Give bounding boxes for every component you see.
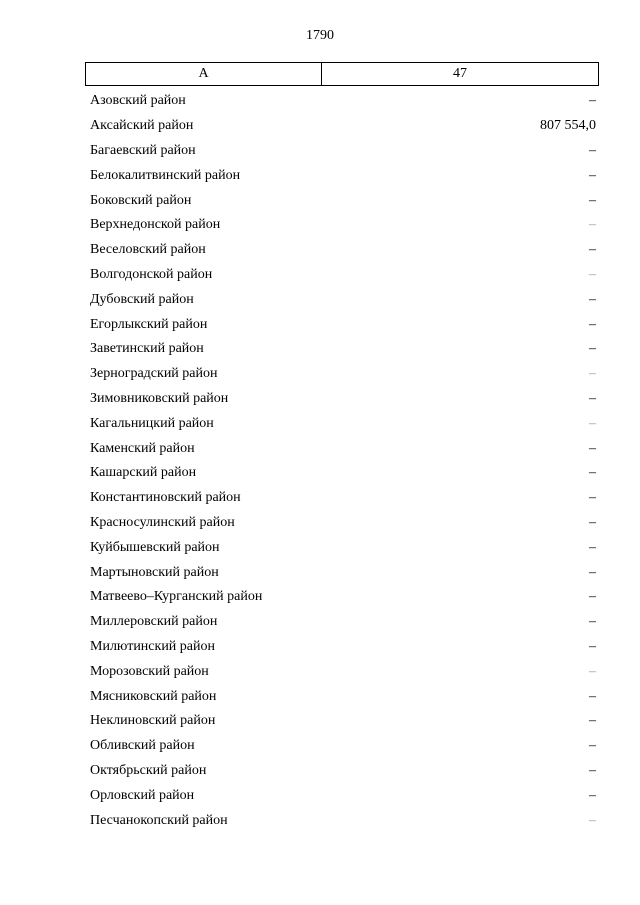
district-name: Куйбышевский район: [90, 539, 220, 555]
district-name: Кашарский район: [90, 465, 197, 481]
table-header: [85, 62, 599, 86]
district-name: Мясниковский район: [90, 688, 217, 704]
page-number: 1790: [306, 28, 334, 43]
table-row: [90, 89, 596, 114]
table-row: [90, 511, 596, 536]
district-name: Заветинский район: [90, 341, 204, 357]
district-value: –: [589, 192, 596, 208]
district-name: Верхнедонской район: [90, 217, 221, 233]
district-value: –: [589, 589, 596, 605]
district-name: Кагальницкий район: [90, 415, 214, 431]
district-name: Милютинский район: [90, 638, 216, 654]
district-name: Зерноградский район: [90, 366, 218, 382]
table-row: [90, 436, 596, 461]
district-name: Октябрьский район: [90, 762, 207, 778]
table-row: [90, 535, 596, 560]
table-row: [90, 759, 596, 784]
district-value: –: [589, 564, 596, 580]
table-row: [90, 213, 596, 238]
column-header-a: А: [86, 63, 322, 85]
table-row: [90, 635, 596, 660]
table-row: [90, 659, 596, 684]
table-row: [90, 684, 596, 709]
table-row: [90, 387, 596, 412]
district-value: –: [589, 663, 596, 679]
column-header-47: 47: [453, 66, 467, 81]
district-value: –: [589, 291, 596, 307]
district-name: Красносулинский район: [90, 514, 235, 530]
district-name: Белокалитвинский район: [90, 167, 241, 183]
district-value: –: [589, 341, 596, 357]
table-body: [90, 89, 596, 833]
district-name: Багаевский район: [90, 142, 196, 158]
table-row: [90, 287, 596, 312]
district-value: –: [589, 514, 596, 530]
table-row: [90, 411, 596, 436]
district-name: Зимовниковский район: [90, 390, 229, 406]
district-value: –: [589, 167, 596, 183]
district-value: –: [589, 217, 596, 233]
table-row: [90, 337, 596, 362]
district-name: Матвеево–Курганский район: [90, 589, 263, 605]
district-name: Орловский район: [90, 787, 195, 803]
table-row: [90, 709, 596, 734]
district-name: Обливский район: [90, 738, 195, 754]
table-row: [90, 312, 596, 337]
table-row: [90, 188, 596, 213]
table-row: [90, 114, 596, 139]
table-row: [90, 808, 596, 833]
table-row: [90, 585, 596, 610]
district-name: Каменский район: [90, 440, 195, 456]
table-row: [90, 163, 596, 188]
district-value: –: [589, 415, 596, 431]
district-value: –: [589, 638, 596, 654]
district-value: –: [589, 614, 596, 630]
district-value: –: [589, 93, 596, 109]
district-value: –: [589, 812, 596, 828]
district-value: –: [589, 366, 596, 382]
district-value: –: [589, 465, 596, 481]
district-value: –: [589, 787, 596, 803]
district-name: Миллеровский район: [90, 614, 218, 630]
district-name: Мартыновский район: [90, 564, 219, 580]
district-value: –: [589, 762, 596, 778]
district-value: –: [589, 142, 596, 158]
table-row: [90, 734, 596, 759]
district-name: Песчанокопский район: [90, 812, 228, 828]
table-row: [90, 362, 596, 387]
district-value: –: [589, 713, 596, 729]
district-value: –: [589, 539, 596, 555]
district-value: –: [589, 266, 596, 282]
district-name: Боковский район: [90, 192, 192, 208]
table-row: [90, 263, 596, 288]
district-name: Аксайский район: [90, 118, 194, 134]
table-row: [90, 461, 596, 486]
table-row: [90, 783, 596, 808]
district-name: Морозовский район: [90, 663, 209, 679]
district-value: –: [589, 738, 596, 754]
district-value: –: [589, 688, 596, 704]
district-name: Неклиновский район: [90, 713, 216, 729]
district-value: –: [589, 390, 596, 406]
table-row: [90, 139, 596, 164]
district-value: 807 554,0: [540, 118, 596, 134]
table-row: [90, 560, 596, 585]
district-value: –: [589, 490, 596, 506]
table-row: [90, 486, 596, 511]
district-name: Веселовский район: [90, 242, 206, 258]
table-row: [90, 238, 596, 263]
district-value: –: [589, 440, 596, 456]
district-name: Константиновский район: [90, 490, 241, 506]
district-name: Дубовский район: [90, 291, 194, 307]
district-value: –: [589, 316, 596, 332]
table-row: [90, 610, 596, 635]
district-name: Азовский район: [90, 93, 186, 109]
district-value: –: [589, 242, 596, 258]
district-name: Волгодонской район: [90, 266, 213, 282]
district-name: Егорлыкский район: [90, 316, 208, 332]
